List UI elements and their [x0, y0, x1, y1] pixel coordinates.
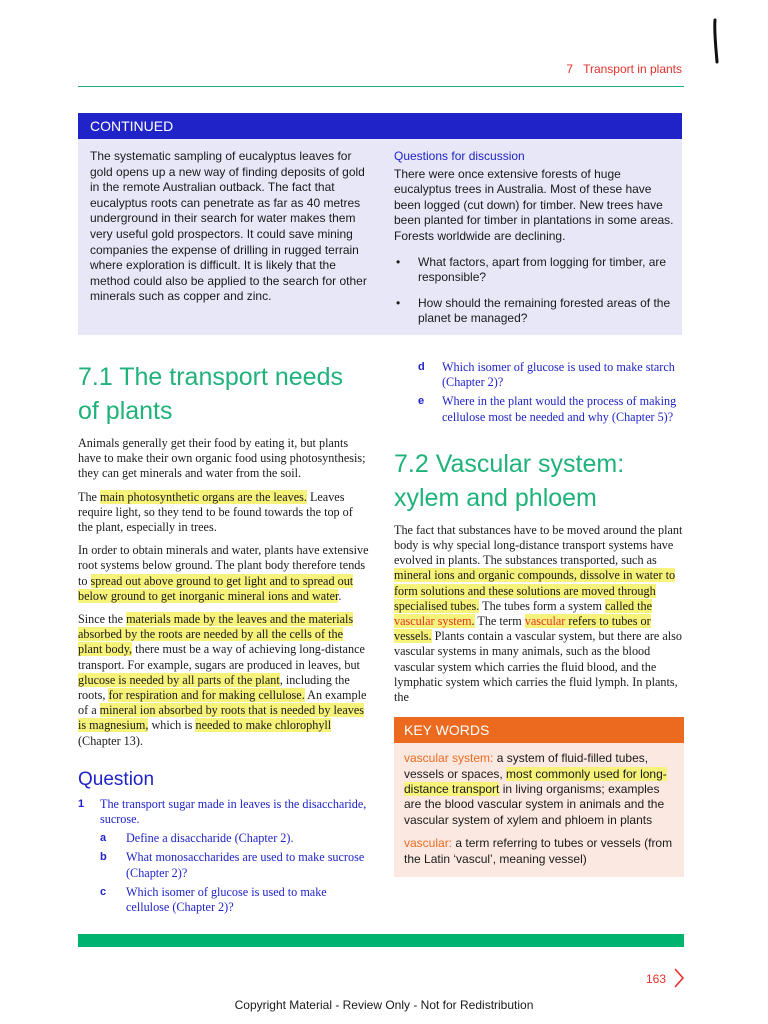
question-subitem: a Define a disaccharide (Chapter 2). [100, 831, 294, 846]
chapter-title: Transport in plants [583, 62, 682, 76]
discussion-text: There were once extensive forests of huge eucalyptus trees in Australia. Most of these have been logged (cut down) for timber. New trees have been planted for timber in plantations in some areas. Forests worldwide are declining. [394, 166, 674, 243]
highlight: most commonly used for long-distance transport [404, 766, 667, 797]
discussion-bullets [394, 255, 676, 327]
sub-label: a [100, 832, 107, 845]
question-list [78, 797, 370, 915]
paragraph: The main photosynthetic organs are the leaves. Leaves require light, so they tend to be found towards the top of the plant, especially in trees. [78, 489, 353, 535]
question-heading: Question [78, 768, 155, 790]
sub-label: d [418, 361, 425, 373]
handwritten-mark [712, 18, 720, 64]
right-column [394, 360, 684, 877]
sub-label: e [418, 395, 425, 408]
chevron-right-icon [672, 967, 686, 989]
key-words-heading: KEY WORDS [394, 717, 684, 743]
continued-heading: CONTINUED [78, 113, 682, 139]
discussion-column [394, 149, 676, 337]
highlight: mineral ions and organic compounds, dissolve in water to form solutions and these solutions are moved through specialised tubes. [394, 568, 676, 613]
key-term: vascular: [404, 836, 453, 851]
copyright-notice: Copyright Material - Review Only - Not for Redistribution [234, 998, 534, 1012]
discussion-title: Questions for discussion [394, 149, 525, 163]
chapter-number: 7 [566, 62, 574, 76]
question-subitem: b What monosaccharides are used to make sucrose (Chapter 2)? [100, 850, 365, 880]
sub-label: c [100, 885, 107, 898]
highlight: needed to make chlorophyll [195, 718, 332, 733]
highlight: glucose is needed by all parts of the plant [78, 672, 280, 687]
highlight: main photosynthetic organs are the leaves. [100, 489, 307, 504]
discussion-bullet: • What factors, apart from logging for timber, are responsible? [394, 255, 676, 286]
key-word-entry: vascular system: a system of fluid-filled tubes, vessels or spaces, most commonly used for long-distance transport in living organisms; examples are the blood vascular system in animals and the vascular system of xylem and phloem in plants [404, 751, 667, 827]
paragraph: In order to obtain minerals and water, plants have extensive root systems below ground. The plant body therefore tends to spread out above ground to get light and to spread out below ground to get inorganic mineral ions and water. [78, 543, 369, 603]
highlight: mineral ion absorbed by roots that is needed by leaves is magnesium, [78, 703, 364, 733]
sub-label: b [100, 851, 107, 864]
question-subitem: c Which isomer of glucose is used to make cellulose (Chapter 2)? [100, 884, 327, 915]
question-subitem: e Where in the plant would the process of making cellulose most be needed and why (Chapter 5)? [418, 394, 677, 424]
paragraph: Since the materials made by the leaves and the materials absorbed by the roots are needed by all the cells of the plant body, there must be a way of achieving long-distance transport. For example, sugars are produced in leaves, but glucose is needed by all parts of the plant, including the roots, for respiration and for making cellulose. An example of a mineral ion absorbed by roots that is needed by leaves is magnesium, which is needed to make chlorophyll (Chapter 13). [78, 612, 367, 748]
section-7-1-title [78, 360, 370, 428]
continued-box [78, 113, 682, 335]
running-head [566, 62, 682, 76]
question-subitem: d Which isomer of glucose is used to make starch (Chapter 2)? [418, 360, 675, 390]
paragraph: The fact that substances have to be moved around the plant body is why special long-distance transport systems have evolved in plants. The substances transported, such as mineral ions and organic compounds, dissolve in water to form solutions and these solutions are moved through specialised tubes. The tubes form a system called the vascular system. The term vascular refers to tubes or vessels. Plants contain a vascular system, but there are also vascular systems in many animals, such as the blood vascular system which carries the fluid blood, and the lymphatic system which carries the fluid lymph. In plants, the [394, 522, 683, 705]
highlight: called the vascular system. [394, 598, 653, 629]
key-words-box [394, 717, 684, 877]
highlight: spread out above ground to get light and to spread out below ground to get inorganic mineral ions and water [78, 573, 354, 603]
case-study-text: The systematic sampling of eucalyptus leaves for gold opens up a new way of finding deposits of gold in the remote Australian outback. The fact that eucalyptus roots can penetrate as far as 40 metres underground in their search for water makes them very useful gold prospectors. It could save mining companies the expense of drilling in rugged terrain where exploration is difficult. It is likely that the method could also be applied to the search for other minerals such as copper and zinc. [90, 149, 367, 304]
question-number: 1 [78, 797, 85, 810]
question-item: 1 The transport sugar made in leaves is the disaccharide, sucrose. [78, 796, 367, 827]
question-continuation [394, 360, 684, 425]
paragraph: Animals generally get their food by eating it, but plants have to make their own organic food using photosynthesis; they can get minerals and water from the soil. [78, 436, 366, 481]
title-line: of plants [78, 397, 173, 425]
left-column [78, 360, 370, 919]
key-term: vascular system: [404, 751, 494, 766]
title-line: xylem and phloem [394, 483, 597, 512]
highlight: materials made by the leaves and the materials absorbed by the roots are needed by all the cells of the plant body, [78, 612, 354, 657]
discussion-bullet: • How should the remaining forested areas of the planet be managed? [394, 296, 676, 327]
highlight: for respiration and for making cellulose. [108, 688, 305, 703]
highlight: vascular refers to tubes or vessels. [394, 614, 651, 644]
footer-bar [78, 934, 684, 947]
page-number: 163 [646, 972, 667, 986]
title-line: 7.1 The transport needs [78, 363, 343, 391]
key-word-entry: vascular: a term referring to tubes or vessels (from the Latin ‘vascul’, meaning vessel) [404, 836, 673, 866]
title-line: 7.2 Vascular system: [394, 449, 625, 478]
header-rule [78, 86, 684, 87]
section-7-2-title [394, 447, 684, 515]
